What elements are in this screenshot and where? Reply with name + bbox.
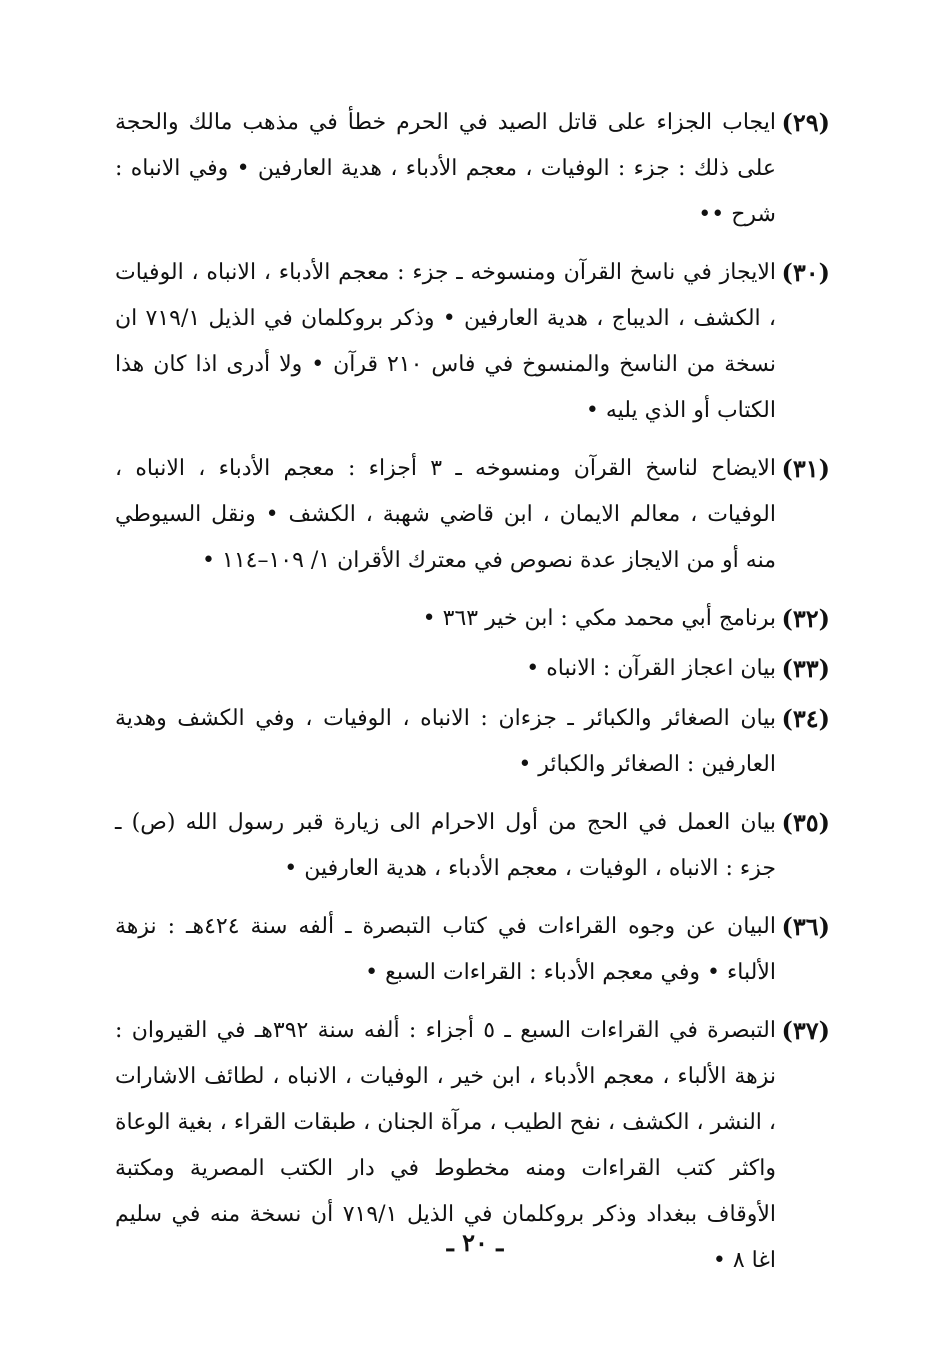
entry-number: (٣٧) <box>781 1016 830 1045</box>
entry-30 <box>115 250 830 434</box>
entry-text: بيان العمل في الحج من أول الاحرام الى زيارة قبر رسول الله (ص) ـ جزء : الانباه ، الوفيات ، معجم الأدباء ، هدية العارفين • <box>115 810 776 881</box>
entry-text: التبصرة في القراءات السبع ـ ٥ أجزاء : ألفه سنة ٣٩٢هـ في القيروان : نزهة الألباء ، معجم الأدباء ، ابن خير ، الوفيات ، الانباه ، لطائف الاشارات ، النشر ، الكشف ، نفح الطيب ، مرآة الجنان ، طبقات القراء ، بغية الوعاة واكثر كتب القراءات ومنه مخطوط في دار الكتب المصرية ومكتبة الأوقاف ببغداد وذكر بروكلمان في الذيل ٧١٩/١ أن نسخة منه في سليم اغا ٨ • <box>115 1018 776 1273</box>
entry-text: البيان عن وجوه القراءات في كتاب التبصرة ـ ألفه سنة ٤٢٤هـ : نزهة الألباء • وفي معجم الأدباء : القراءات السبع • <box>115 914 776 985</box>
entry-text: بيان اعجاز القرآن : الانباه • <box>526 656 776 681</box>
entry-text: ايجاب الجزاء على قاتل الصيد في الحرم خطأ في مذهب مالك والحجة على ذلك : جزء : الوفيات ، معجم الأدباء ، هدية العارفين • وفي الانباه : شرح •• <box>115 110 776 227</box>
entry-36 <box>115 904 830 996</box>
entry-number: (٣٥) <box>781 808 830 837</box>
entry-number: (٣٢) <box>781 604 830 633</box>
entry-32 <box>115 596 830 642</box>
entry-text: الايجاز في ناسخ القرآن ومنسوخه ـ جزء : معجم الأدباء ، الانباه ، الوفيات ، الكشف ، الديباج ، هدية العارفين • وذكر بروكلمان في الذيل ٧١٩/١ ان نسخة من الناسخ والمنسوخ في فاس ٢١٠ قرآن • ولا أدرى اذا كان هذا الكتاب أو الذي يليه • <box>115 260 776 423</box>
entry-number: (٣١) <box>781 454 830 483</box>
entry-text: بيان الصغائر والكبائر ـ جزءان : الانباه ، الوفيات ، وفي الكشف وهدية العارفين : الصغائر والكبائر • <box>115 706 776 777</box>
entry-33 <box>115 646 830 692</box>
entry-34 <box>115 696 830 788</box>
entry-number: (٣٠) <box>781 258 830 287</box>
entry-29 <box>115 100 830 238</box>
entry-text: برنامج أبي محمد مكي : ابن خير ٣٦٣ • <box>422 606 776 631</box>
entry-35 <box>115 800 830 892</box>
page-number: ـ ٢٠ ـ <box>446 1228 504 1257</box>
entry-text: الايضاح لناسخ القرآن ومنسوخه ـ ٣ أجزاء : معجم الأدباء ، الانباه ، الوفيات ، معالم الايمان ، ابن قاضي شهبة ، الكشف • ونقل السيوطي منه أو من الايجاز عدة نصوص في معترك الأقران ١/ ١٠٩–١١٤ • <box>115 456 777 573</box>
entry-number: (٣٦) <box>781 912 830 941</box>
page-body <box>115 100 830 1296</box>
entry-number: (٣٣) <box>781 654 830 683</box>
entry-number: (٣٤) <box>781 704 830 733</box>
entry-31 <box>115 446 830 584</box>
entry-number: (٢٩) <box>781 108 830 137</box>
